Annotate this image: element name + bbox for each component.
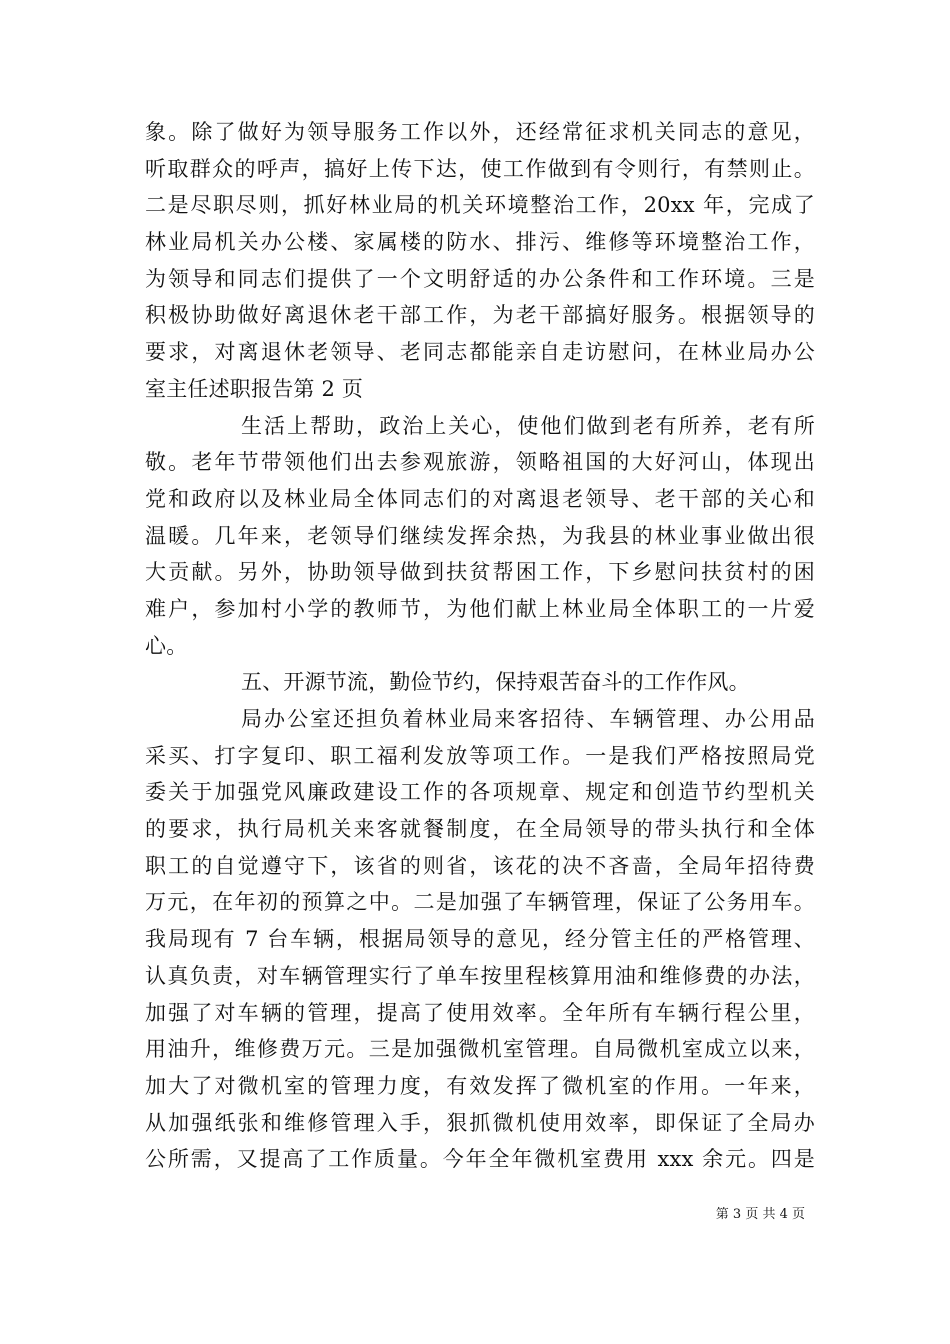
text-line: 大贡献。另外，协助领导做到扶贫帮困工作，下乡慰问扶贫村的困 [145,560,815,585]
text-line: 生活上帮助，政治上关心，使他们做到老有所养，老有所 [241,413,815,438]
text-line: 积极协助做好离退休老干部工作，为老干部搞好服务。根据领导的 [145,303,815,328]
text-line: 我局现有 7 台车辆，根据局领导的意见，经分管主任的严格管理、 [145,927,815,952]
text-line: 委关于加强党风廉政建设工作的各项规章、规定和创造节约型机关 [145,780,815,805]
text-line: 万元，在年初的预算之中。二是加强了车辆管理，保证了公务用车。 [145,890,815,915]
text-line: 室主任述职报告第 2 页 [145,376,364,401]
text-line: 公所需，又提高了工作质量。今年全年微机室费用 xxx 余元。四是 [145,1147,815,1172]
page-footer: 第 3 页 共 4 页 [715,1207,805,1222]
text-line: 敬。老年节带领他们出去参观旅游，领略祖国的大好河山，体现出 [145,450,815,475]
text-line: 要求，对离退休老领导、老同志都能亲自走访慰问，在林业局办公 [145,340,815,365]
text-line: 采买、打字复印、职工福利发放等项工作。一是我们严格按照局党 [145,743,815,768]
text-line: 用油升，维修费万元。三是加强微机室管理。自局微机室成立以来， [145,1037,815,1062]
text-line: 心。 [145,633,188,658]
text-line: 的要求，执行局机关来客就餐制度，在全局领导的带头执行和全体 [145,817,815,842]
text-line: 从加强纸张和维修管理入手，狠抓微机使用效率，即保证了全局办 [145,1110,815,1135]
text-line: 党和政府以及林业局全体同志们的对离退老领导、老干部的关心和 [145,486,815,511]
text-line: 听取群众的呼声，搞好上传下达，使工作做到有令则行，有禁则止。 [145,156,815,181]
text-line: 认真负责，对车辆管理实行了单车按里程核算用油和维修费的办法， [145,963,815,988]
section-heading: 五、开源节流，勤俭节约，保持艰苦奋斗的工作作风。 [241,670,750,695]
text-line: 二是尽职尽则，抓好林业局的机关环境整治工作，20xx 年，完成了 [145,193,815,218]
text-line: 林业局机关办公楼、家属楼的防水、排污、维修等环境整治工作， [145,230,815,255]
text-line: 象。除了做好为领导服务工作以外，还经常征求机关同志的意见， [145,120,815,144]
text-line: 加大了对微机室的管理力度，有效发挥了微机室的作用。一年来， [145,1073,815,1098]
text-line: 加强了对车辆的管理，提高了使用效率。全年所有车辆行程公里， [145,1000,815,1025]
text-line: 难户，参加村小学的教师节，为他们献上林业局全体职工的一片爱 [145,596,815,621]
text-line: 温暖。几年来，老领导们继续发挥余热，为我县的林业事业做出很 [145,523,815,548]
text-line: 为领导和同志们提供了一个文明舒适的办公条件和工作环境。三是 [145,266,815,291]
text-line: 局办公室还担负着林业局来客招待、车辆管理、办公用品 [241,707,815,731]
text-line: 职工的自觉遵守下，该省的则省，该花的决不吝啬，全局年招待费 [145,853,815,878]
body-text [145,114,815,1178]
